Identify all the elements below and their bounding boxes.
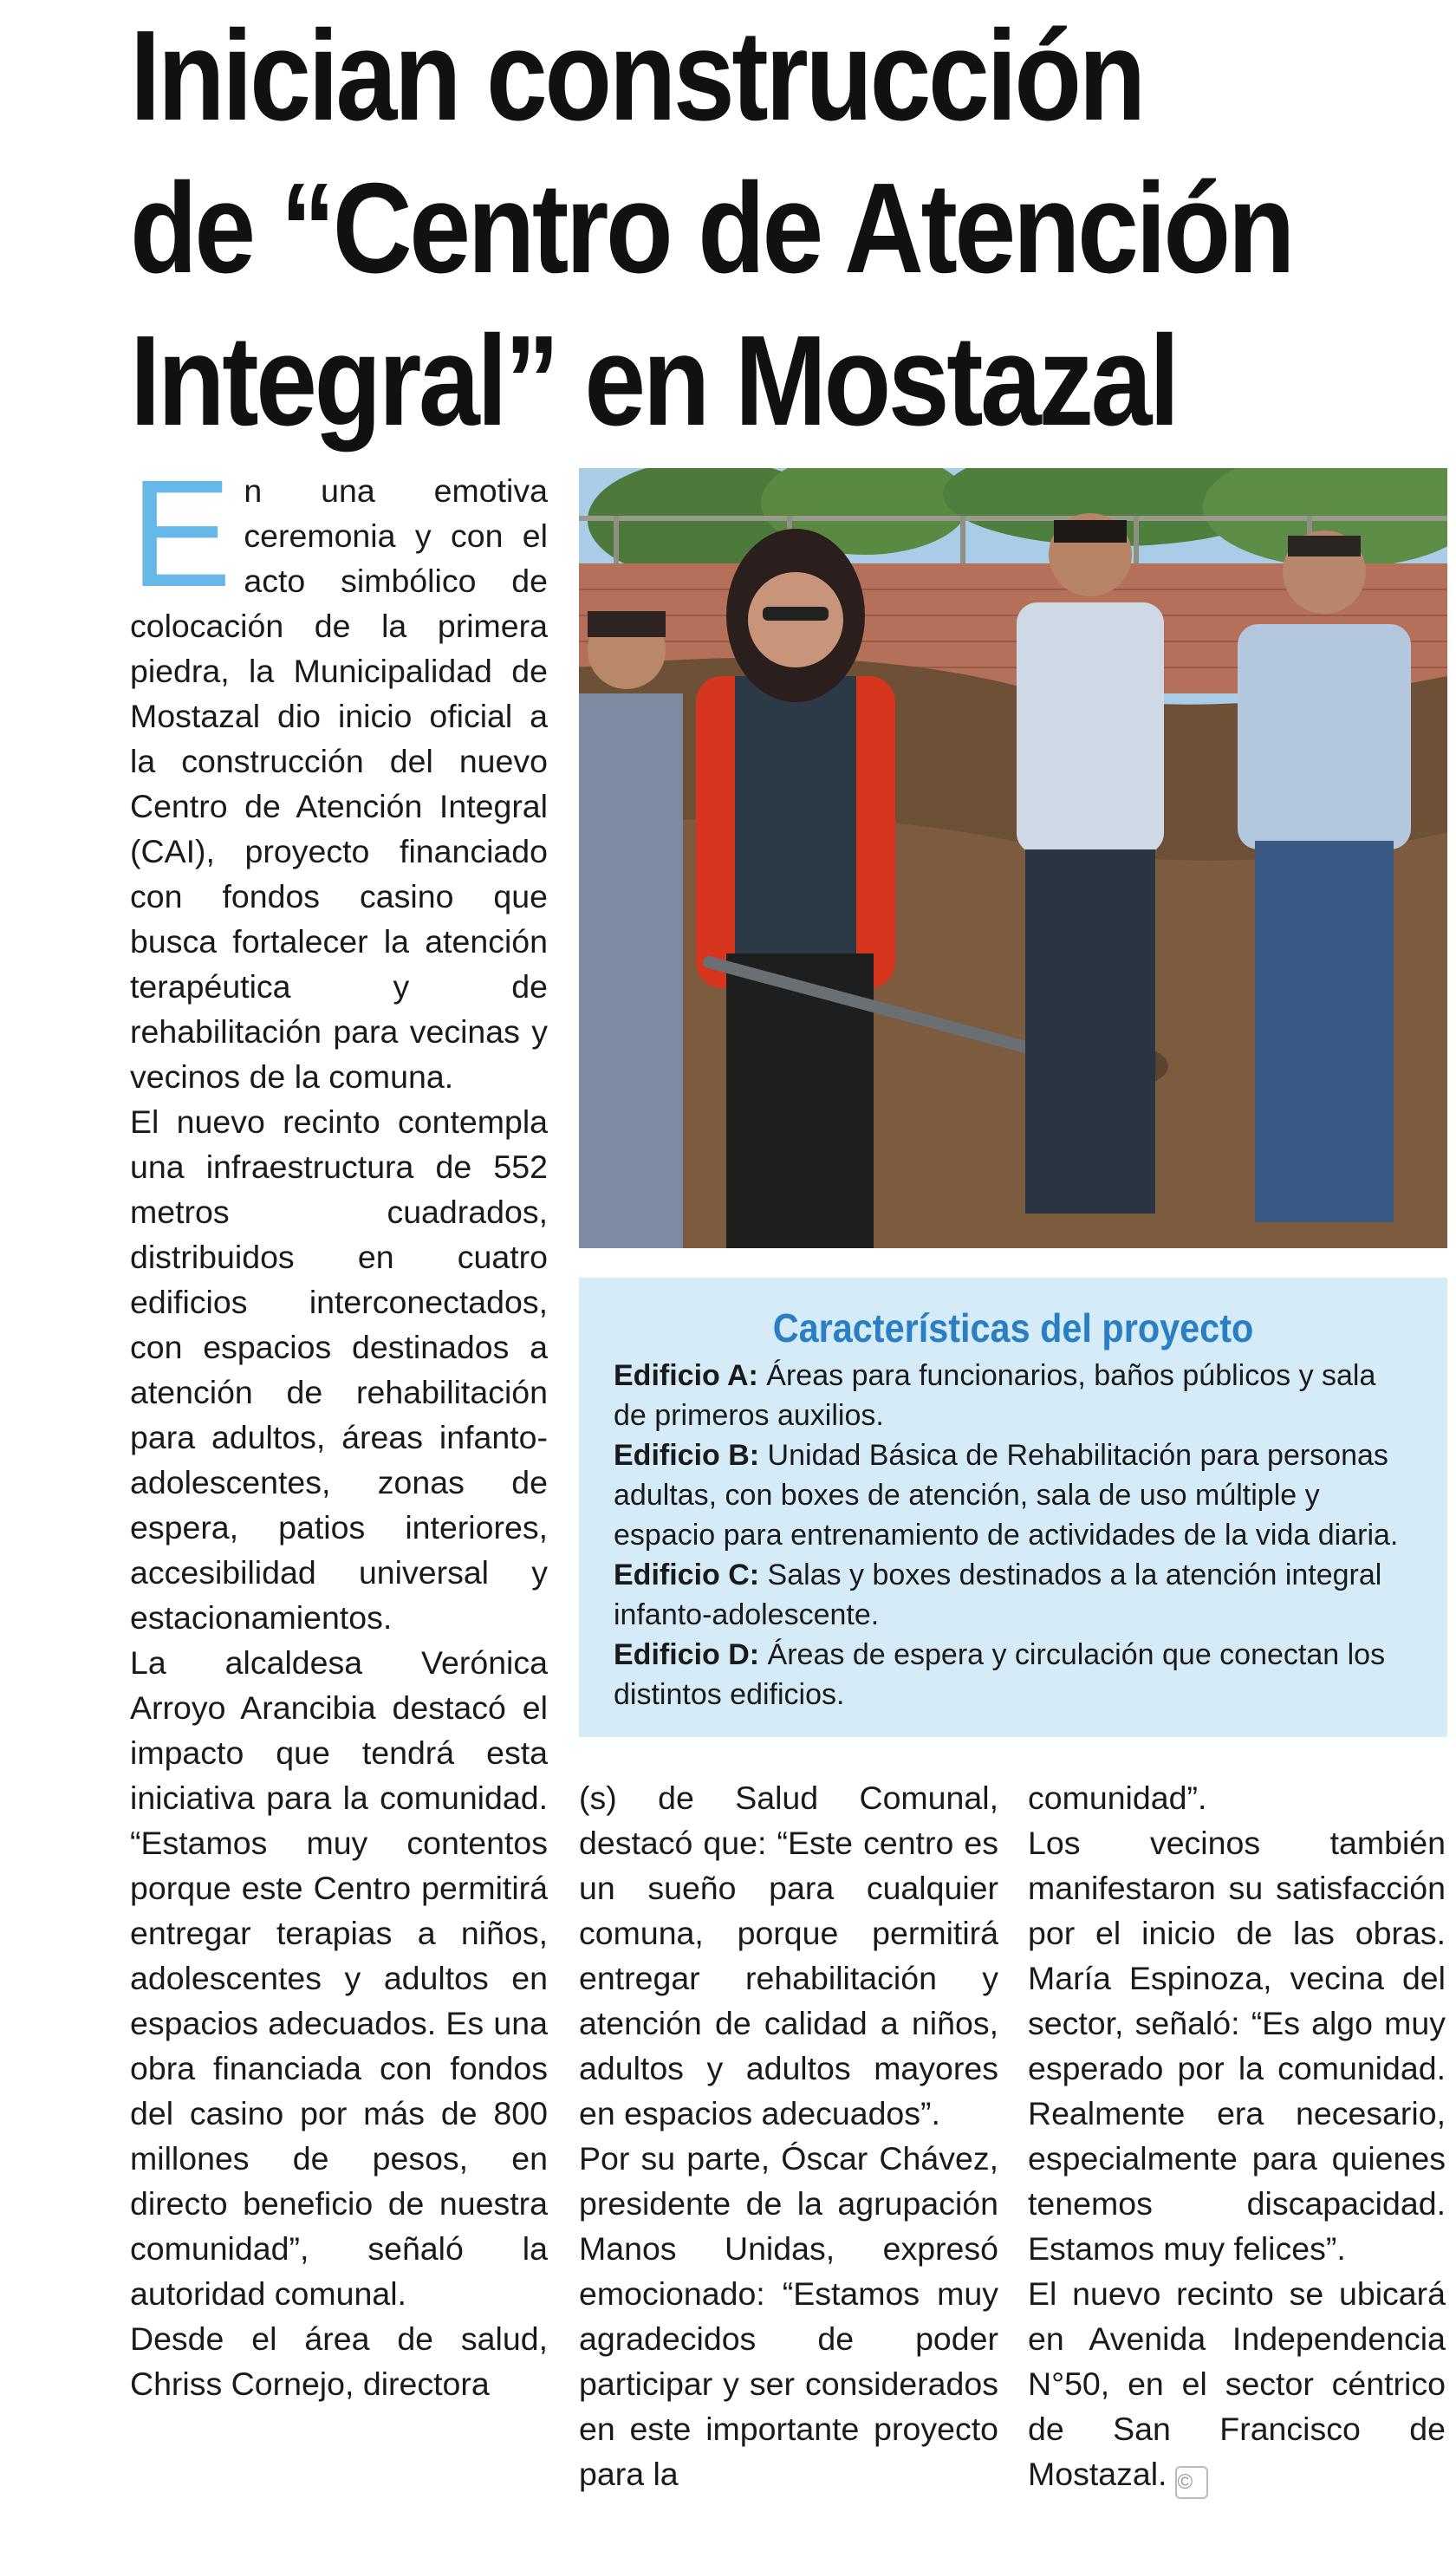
infobox-title: Características del proyecto (772, 1305, 1254, 1350)
headline-line: Integral” en Mostazal (130, 309, 1177, 452)
article-column-middle (579, 1775, 998, 2496)
infobox-item (614, 1435, 1413, 1555)
headline (130, 0, 1292, 458)
copyright-icon: © (1175, 2466, 1208, 2499)
project-features-box (579, 1278, 1447, 1737)
infobox-item-label: Edificio C: (614, 1559, 760, 1591)
article-paragraph: Los vecinos también manifestaron su satisfacción por el inicio de las obras. María Espinoza, vecina del sector, señaló: “Es algo muy esperado por la comunidad. Realmente era necesario, especialmente para quienes tenemos discapacidad. Estamos muy felices”. (1028, 1825, 1446, 2267)
ceremony-photo-illustration (579, 468, 1447, 1248)
article-column-left (130, 449, 548, 2406)
article-photo (579, 468, 1447, 1248)
infobox-item (614, 1555, 1413, 1635)
infobox-item-text: Salas y boxes destinados a la atención integral infanto-adolescente. (614, 1559, 1382, 1631)
article-paragraph: (s) de Salud Comunal, destacó que: “Este centro es un sueño para cualquier comuna, porque permitirá entregar rehabilitación y atención de calidad a niños, adultos y adultos mayores en espacios adecuados”. (579, 1780, 998, 2131)
infobox-item-label: Edificio A: (614, 1359, 758, 1392)
article-column-right (1028, 1775, 1446, 2499)
article-paragraph-text: El nuevo recinto se ubicará en Avenida Independencia N°50, en el sector céntrico de San Francisco de Mostazal. (1028, 2275, 1446, 2492)
infobox-item-label: Edificio B: (614, 1439, 760, 1472)
article-paragraph: comunidad”. (1028, 1780, 1207, 1816)
infobox-item-text: Áreas para funcionarios, baños públicos y sala de primeros auxilios. (614, 1359, 1376, 1432)
infobox-item-text: Unidad Básica de Rehabilitación para personas adultas, con boxes de atención, sala de uso múltiple y espacio para entrenamiento de actividades de la vida diaria. (614, 1439, 1399, 1552)
article-paragraph: Desde el área de salud, Chriss Cornejo, directora (130, 2320, 548, 2402)
article-paragraph: El nuevo recinto contempla una infraestructura de 552 metros cuadrados, distribuidos en cuatro edificios interconectados, con espacios destinados a atención de rehabilitación para adultos, áreas infanto-adolescentes, zonas de espera, patios interiores, accesibilidad universal y estacionamientos. (130, 1103, 548, 1636)
infobox-item (614, 1356, 1413, 1435)
infobox-item-text: Áreas de espera y circulación que conectan los distintos edificios. (614, 1638, 1386, 1711)
headline-line: Inician construcción (130, 4, 1143, 147)
article-paragraph: La alcaldesa Verónica Arroyo Arancibia destacó el impacto que tendrá esta iniciativa para la comunidad. “Estamos muy contentos porque este Centro permitirá entregar terapias a niños, adolescentes y adultos en espacios adecuados. Es una obra financiada con fondos del casino por más de 800 millones de pesos, en directo beneficio de nuestra comunidad”, señaló la autoridad comunal. (130, 1644, 548, 2312)
infobox-item (614, 1635, 1413, 1715)
infobox-item-label: Edificio D: (614, 1638, 760, 1671)
headline-line: de “Centro de Atención (130, 157, 1292, 300)
drop-cap: E (130, 449, 232, 619)
article-paragraph: Por su parte, Óscar Chávez, presidente de la agrupación Manos Unidas, expresó emocionado: “Estamos muy agradecidos de poder participar y ser considerados en este importante proyecto para la (579, 2140, 998, 2492)
article-paragraph (1028, 2271, 1446, 2499)
article-paragraph: n una emotiva ceremonia y con el acto simbólico de colocación de la primera piedra, la Municipalidad de Mostazal dio inicio oficial a la construcción del nuevo Centro de Atención Integral (CAI), proyecto financiado con fondos casino que busca fortalecer la atención terapéutica y de rehabilitación para vecinas y vecinos de la comuna. (130, 472, 548, 1095)
